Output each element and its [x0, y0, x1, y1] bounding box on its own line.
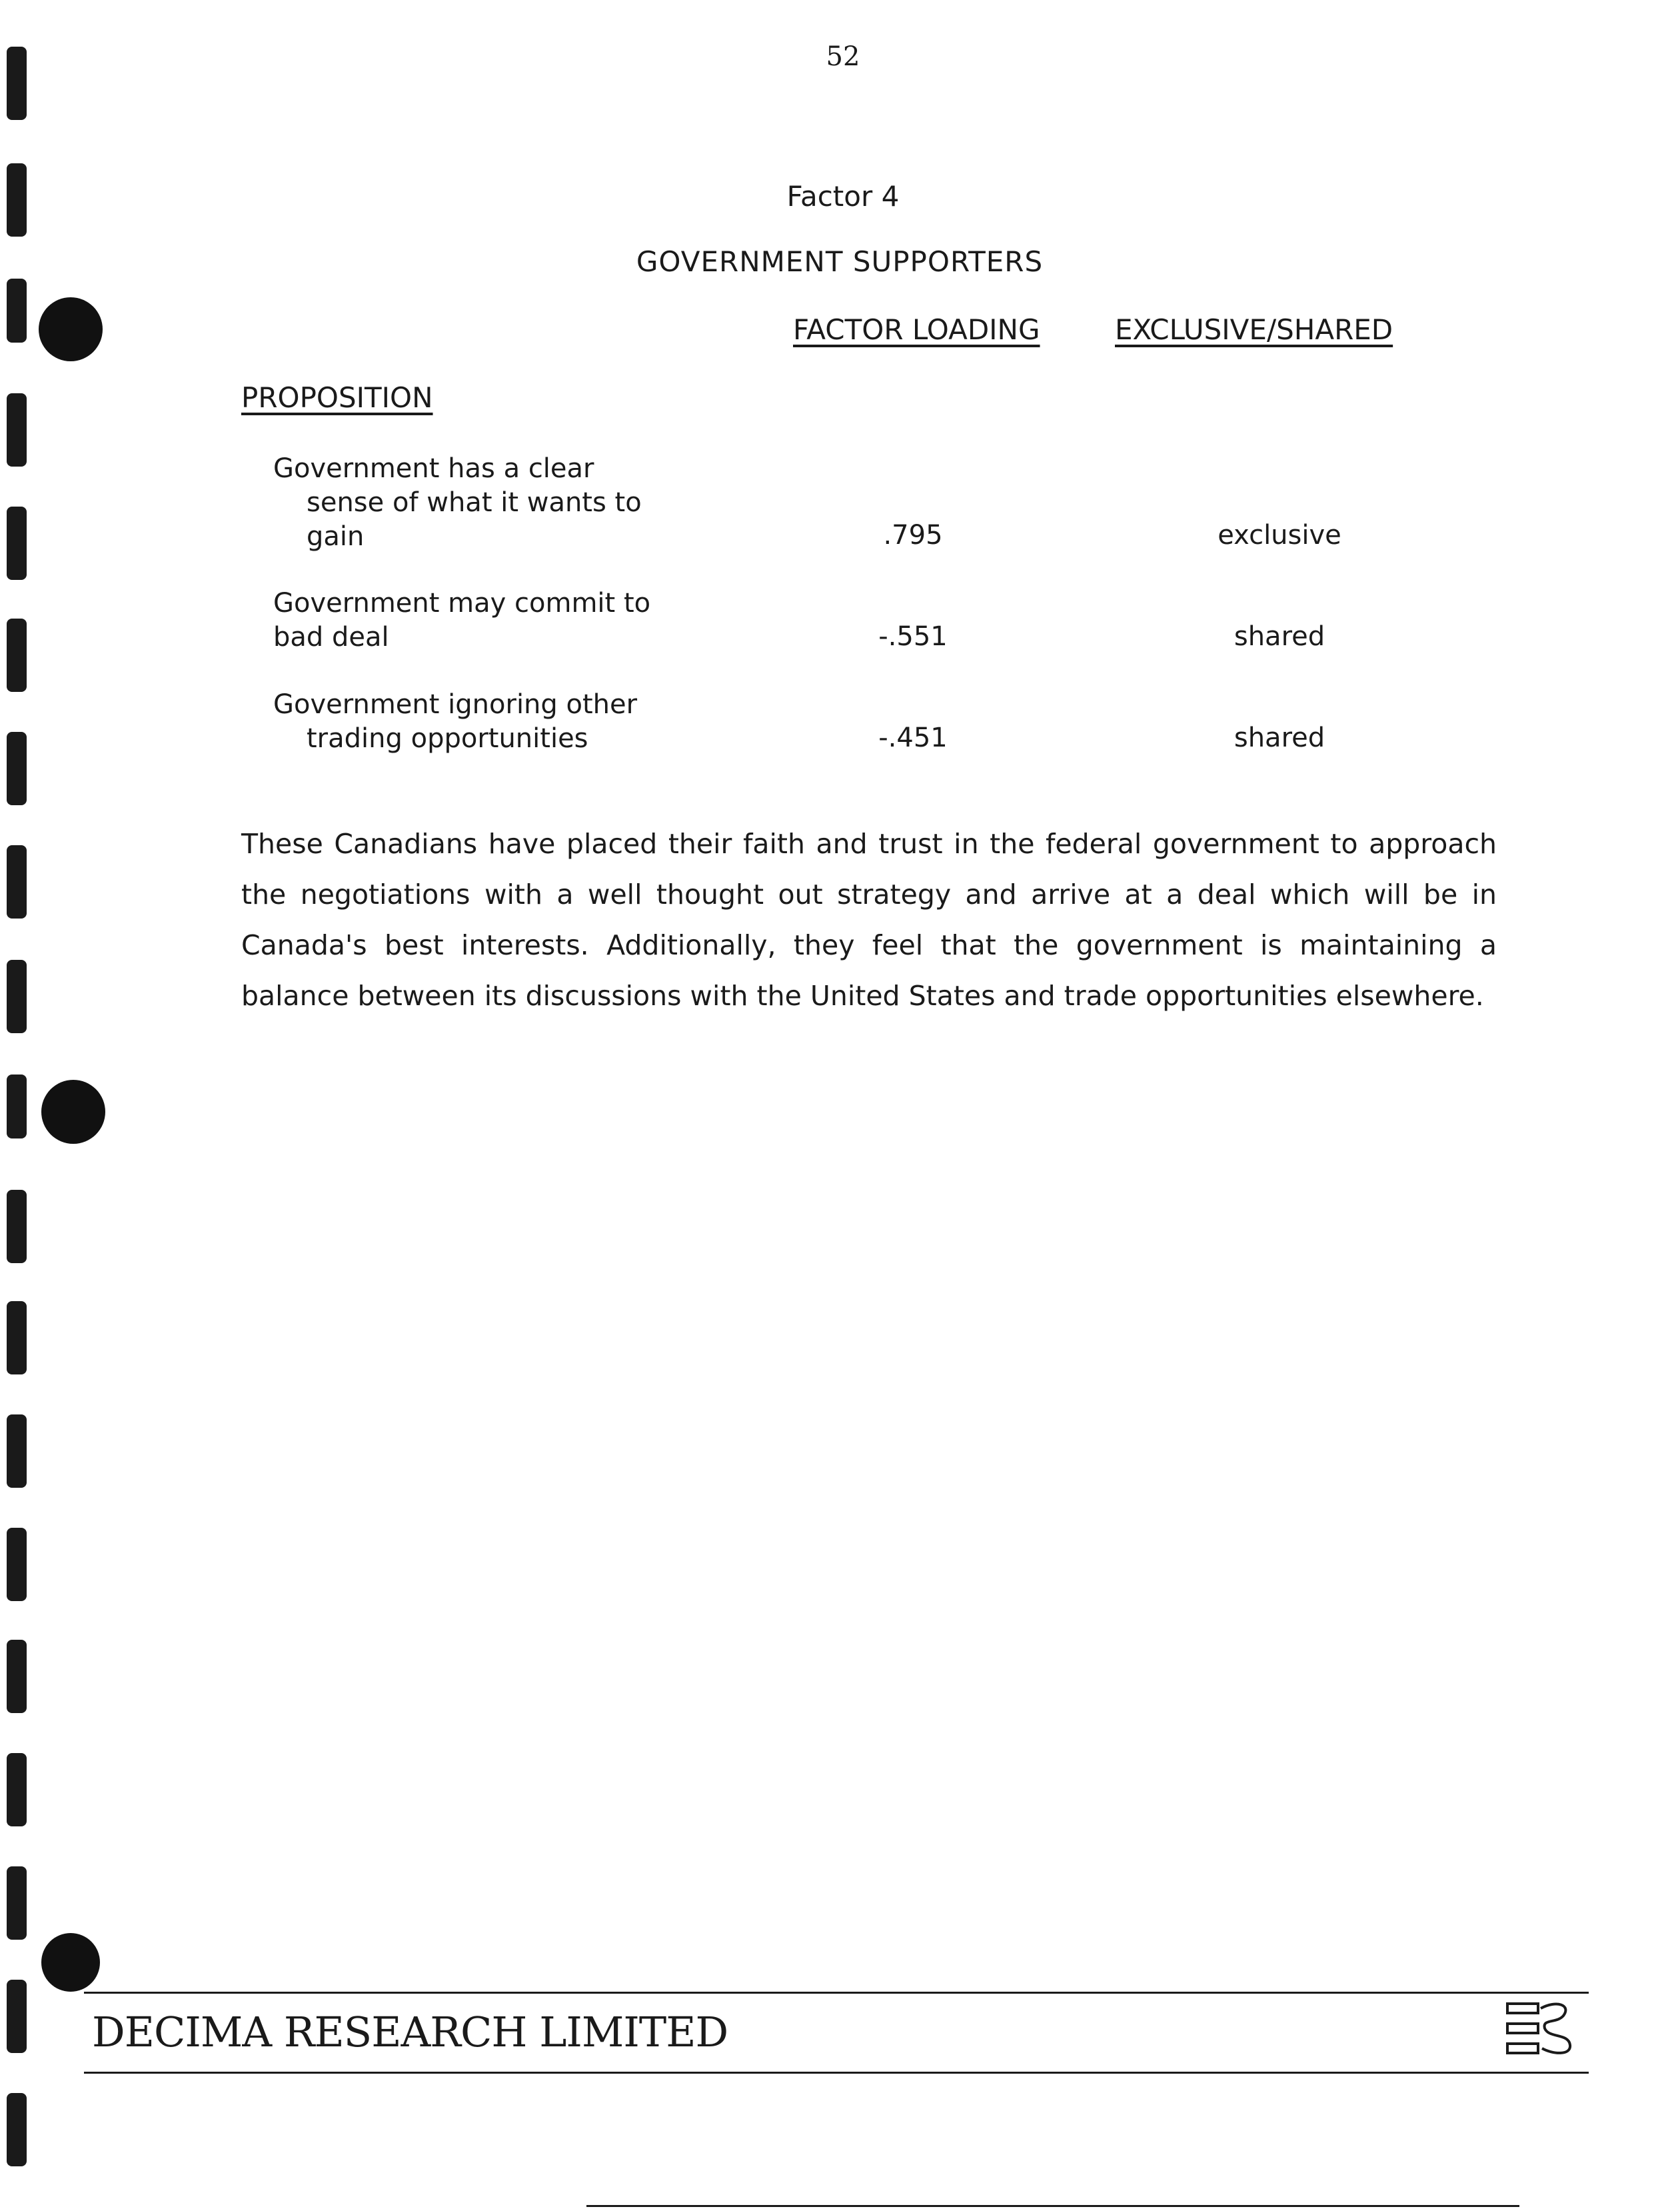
section-title: GOVERNMENT SUPPORTERS — [636, 245, 1044, 278]
binding-bar — [7, 1640, 27, 1713]
proposition-line: Government may commit to — [273, 588, 651, 619]
binding-bar — [7, 1301, 27, 1374]
company-name — [92, 2008, 728, 2056]
body-paragraph: These Canadians have placed their faith and trust in the federal government to approach the negotiations with a well thought out strategy and arrive at a deal which will be in Canada's best interests. Additionally, they feel that the government is maintaining a balance between its discussions with the United States and trade opportunities elsewhere. — [241, 828, 1497, 1012]
binding-bar — [7, 1414, 27, 1488]
company-name-text: DECIMA RESEARCH LIMITED — [92, 2008, 728, 2056]
binding-bar — [7, 960, 27, 1033]
binding-bar — [7, 1528, 27, 1601]
binding-bar — [7, 47, 27, 120]
factor-loading-value: .795 — [883, 520, 943, 551]
binding-bar — [7, 163, 27, 237]
binding-bar — [7, 619, 27, 692]
exclusive-shared-header: EXCLUSIVE/SHARED — [1115, 313, 1393, 346]
binding-bar — [7, 1753, 27, 1826]
punch-hole — [41, 1080, 105, 1144]
exclusive-shared-value: exclusive — [1218, 520, 1341, 551]
proposition-line: gain — [307, 521, 365, 552]
proposition-text — [273, 587, 650, 655]
proposition-line: Government ignoring other — [273, 689, 638, 720]
factor-loading-value: -.451 — [878, 723, 948, 753]
proposition-line: sense of what it wants to — [307, 487, 642, 518]
binding-bar — [7, 1866, 27, 1940]
proposition-line: bad deal — [273, 622, 389, 653]
binding-bar — [7, 732, 27, 805]
exclusive-shared-value: shared — [1234, 723, 1325, 753]
page-number: 52 — [826, 41, 860, 72]
proposition-line: Government has a clear — [273, 453, 594, 484]
factor-loading-value: -.551 — [878, 621, 948, 652]
binding-bar — [7, 845, 27, 919]
footer-bottom-rule — [84, 2072, 1589, 2074]
proposition-header: PROPOSITION — [241, 381, 433, 414]
factor-loading-header: FACTOR LOADING — [793, 313, 1040, 346]
proposition-text — [273, 452, 642, 554]
page-edge-rule — [586, 2205, 1519, 2207]
binding-bar — [7, 279, 27, 343]
binding-bar — [7, 1075, 27, 1138]
binding-bar — [7, 393, 27, 467]
decima-logo-icon — [1505, 1998, 1578, 2060]
exclusive-shared-value: shared — [1234, 621, 1325, 652]
binding-bar — [7, 2093, 27, 2166]
binding-bar — [7, 507, 27, 580]
punch-hole — [39, 297, 103, 361]
proposition-line: trading opportunities — [307, 723, 588, 754]
proposition-text — [273, 688, 637, 756]
factor-title: Factor 4 — [786, 180, 900, 213]
footer-top-rule — [84, 1992, 1589, 1994]
binding-bar — [7, 1980, 27, 2053]
binding-bar — [7, 1190, 27, 1263]
punch-hole — [41, 1933, 100, 1992]
